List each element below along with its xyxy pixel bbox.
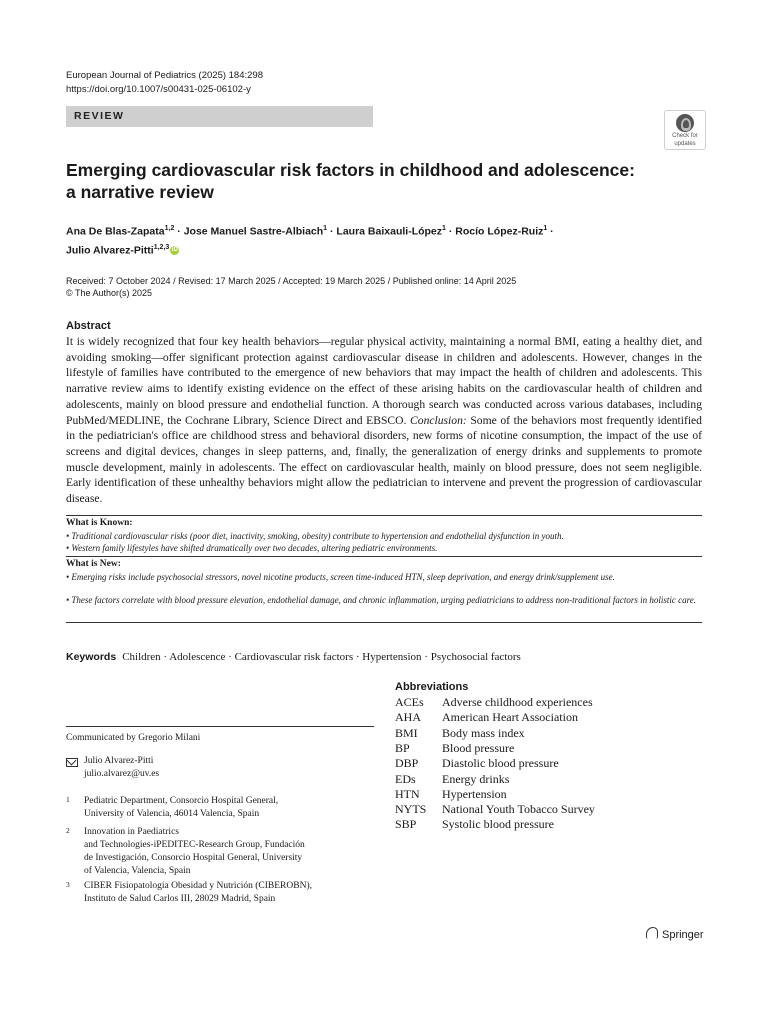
corresponding-author — [84, 755, 159, 781]
author-separator: · — [547, 225, 554, 238]
abbreviation-term: HTN — [395, 786, 420, 801]
abbreviation-term: BP — [395, 740, 410, 755]
box-middle-rule — [66, 556, 702, 557]
author-affiliation: 1,2,3 — [153, 243, 170, 251]
keywords — [66, 651, 702, 663]
abbreviation-term: SBP — [395, 817, 417, 832]
abbreviation-row — [395, 787, 715, 802]
affiliation — [84, 826, 374, 878]
abbreviation-definition: Hypertension — [442, 786, 507, 801]
doi-link[interactable]: https://doi.org/10.1007/s00431-025-06102-y — [66, 84, 251, 95]
affiliation-line: Innovation in Paediatrics — [84, 827, 179, 837]
abbreviation-definition: National Youth Tobacco Survey — [442, 802, 595, 817]
abstract-text-2: Some of the behaviors most frequently identified in the pediatrician's office are childhood stress and behavioral disorders, new forms of nicotine consumption, the impact of the use of screens and digital devices, changes in sleep patterns, and, finally, the generalization of energy drinks and supplements to promote muscle development, mainly in adolescents. The effect on cardiovascular health, mainly on blood pressure, does not seem negligible. Early identification of these unhealthy behaviors might allow the pediatrician to intervene and prevent the progression of cardiovascular disease. — [66, 413, 702, 506]
affiliation — [84, 795, 374, 821]
abbreviation-term: NYTS — [395, 802, 427, 817]
new-item: • Emerging risks include psychosocial stressors, novel nicotine products, screen time-induced HTN, sleep deprivation, and energy drink/supplement use. — [66, 572, 615, 582]
affiliation-line: Instituto de Salud Carlos III, 28029 Madrid, Spain — [84, 894, 276, 904]
affiliation — [84, 880, 374, 906]
check-updates-icon — [676, 114, 694, 132]
abbreviation-definition: American Heart Association — [442, 710, 578, 725]
abbreviation-row — [395, 726, 715, 741]
affiliation-line: CIBER Fisiopatología Obesidad y Nutrición (CIBEROBN), — [84, 881, 312, 891]
affiliation-line: and Technologies-iPEDITEC-Research Group, Fundación — [84, 840, 305, 850]
affiliation-number: 2 — [66, 826, 70, 835]
author-name[interactable]: Julio Alvarez-Pitti — [66, 244, 154, 256]
check-for-updates-badge[interactable] — [664, 110, 706, 150]
author-list — [66, 221, 686, 258]
author-name[interactable]: Laura Baixauli-López — [336, 225, 443, 238]
known-heading: What is Known: — [66, 518, 133, 528]
keywords-label: Keywords — [66, 651, 117, 663]
journal-header — [66, 69, 263, 97]
section-bar — [66, 106, 373, 127]
section-label: REVIEW — [74, 110, 125, 122]
abbreviation-term: EDs — [395, 771, 416, 786]
author-separator: · — [174, 225, 184, 238]
springer-horse-icon — [646, 927, 658, 939]
corresponding-email[interactable]: julio.alvarez@uv.es — [84, 769, 160, 779]
abbreviation-row — [395, 741, 715, 756]
copyright: © The Author(s) 2025 — [66, 288, 153, 298]
abbreviations-heading: Abbreviations — [395, 681, 469, 693]
conclusion-label: Conclusion: — [410, 413, 467, 427]
corresponding-name: Julio Alvarez-Pitti — [84, 756, 154, 766]
abbreviation-definition: Adverse childhood experiences — [442, 695, 593, 709]
orcid-icon[interactable]: iD — [171, 246, 178, 253]
box-bottom-rule — [66, 622, 702, 623]
publisher-logo — [646, 927, 704, 941]
author-separator: · — [327, 225, 337, 238]
abbreviation-definition: Diastolic blood pressure — [442, 756, 559, 771]
keywords-text: Children · Adolescence · Cardiovascular risk factors · Hypertension · Psychosocial factors — [122, 651, 521, 663]
affiliation-number: 1 — [66, 795, 70, 804]
abbreviation-term: ACEs — [395, 695, 424, 709]
journal-citation: European Journal of Pediatrics (2025) 184:298 — [66, 70, 263, 81]
author-name[interactable]: Jose Manuel Sastre-Albiach — [183, 225, 324, 238]
known-item: • Traditional cardiovascular risks (poor diet, inactivity, smoking, obesity) contribute to hypertension and endothelial dysfunction in youth. — [66, 531, 564, 541]
abbreviation-row — [395, 802, 715, 817]
title-line-2: a narrative review — [66, 182, 214, 202]
author-separator: · — [445, 225, 456, 238]
abbreviation-term: DBP — [395, 756, 419, 771]
abbreviation-definition: Blood pressure — [442, 740, 515, 755]
new-heading: What is New: — [66, 559, 121, 569]
affiliation-line: de Investigación, Consorcio Hospital General, University — [84, 853, 303, 863]
abbreviation-definition: Body mass index — [442, 725, 525, 740]
abstract-text-1: It is widely recognized that four key health behaviors—regular physical activity, maintaining a normal BMI, eating a healthy diet, and avoiding smoking—offer significant protection against cardiovascular disease in children and adolescents. However, changes in the lifestyle of families have contributed to the emergence of new behaviors that may impact the health of children and adolescents. This narrative review aims to identify existing evidence on the effect of these arising habits on the cardiovascular health of children and adolescents, mainly on blood pressure and endothelial function. A thorough search was conducted across various databases, including PubMed/MEDLINE, the Cochrane Library, Science Direct and EBSCO. — [66, 335, 702, 427]
affiliation-line: University of Valencia, 46014 Valencia, Spain — [84, 809, 260, 819]
article-title — [66, 159, 686, 203]
author-affiliation: 1 — [543, 225, 548, 232]
affiliation-line: Pediatric Department, Consorcio Hospital General, — [84, 796, 279, 806]
abbreviation-definition: Systolic blood pressure — [442, 817, 554, 832]
abbreviation-term: BMI — [395, 725, 418, 740]
author-name[interactable]: Ana De Blas-Zapata — [66, 225, 165, 238]
new-item: • These factors correlate with blood pressure elevation, endothelial damage, and chronic inflammation, urging pediatricians to address non-traditional factors in holistic care. — [66, 595, 697, 605]
abstract-body — [66, 334, 702, 507]
author-affiliation: 1,2 — [164, 225, 175, 232]
author-affiliation: 1 — [442, 225, 446, 232]
history-dates: Received: 7 October 2024 / Revised: 17 March 2025 / Accepted: 19 March 2025 / Published online: 14 April 2025 — [66, 276, 517, 286]
known-item: • Western family lifestyles have shifted dramatically over two decades, altering pediatric environments. — [66, 543, 438, 553]
abbreviation-row — [395, 772, 715, 787]
title-line-1: Emerging cardiovascular risk factors in childhood and adolescence: — [66, 160, 635, 180]
footnote-rule — [66, 726, 374, 727]
author-affiliation: 1 — [323, 225, 328, 232]
author-name[interactable]: Rocío López-Ruiz — [455, 225, 544, 238]
publication-dates — [66, 275, 706, 299]
check-updates-line2: updates — [674, 140, 696, 147]
abbreviation-row — [395, 695, 715, 710]
abbreviation-row — [395, 756, 715, 771]
affiliation-line: of Valencia, Valencia, Spain — [84, 866, 191, 876]
abbreviation-row — [395, 817, 715, 832]
affiliation-number: 3 — [66, 880, 70, 889]
abbreviation-definition: Energy drinks — [442, 771, 510, 786]
communicated-by: Communicated by Gregorio Milani — [66, 733, 201, 743]
check-updates-line1: Check for — [672, 133, 698, 139]
envelope-icon — [66, 758, 78, 767]
abbreviation-term: AHA — [395, 710, 421, 725]
box-top-rule — [66, 515, 702, 516]
abbreviation-row — [395, 710, 715, 725]
abstract-heading: Abstract — [66, 320, 111, 332]
publisher-name: Springer — [662, 929, 704, 941]
